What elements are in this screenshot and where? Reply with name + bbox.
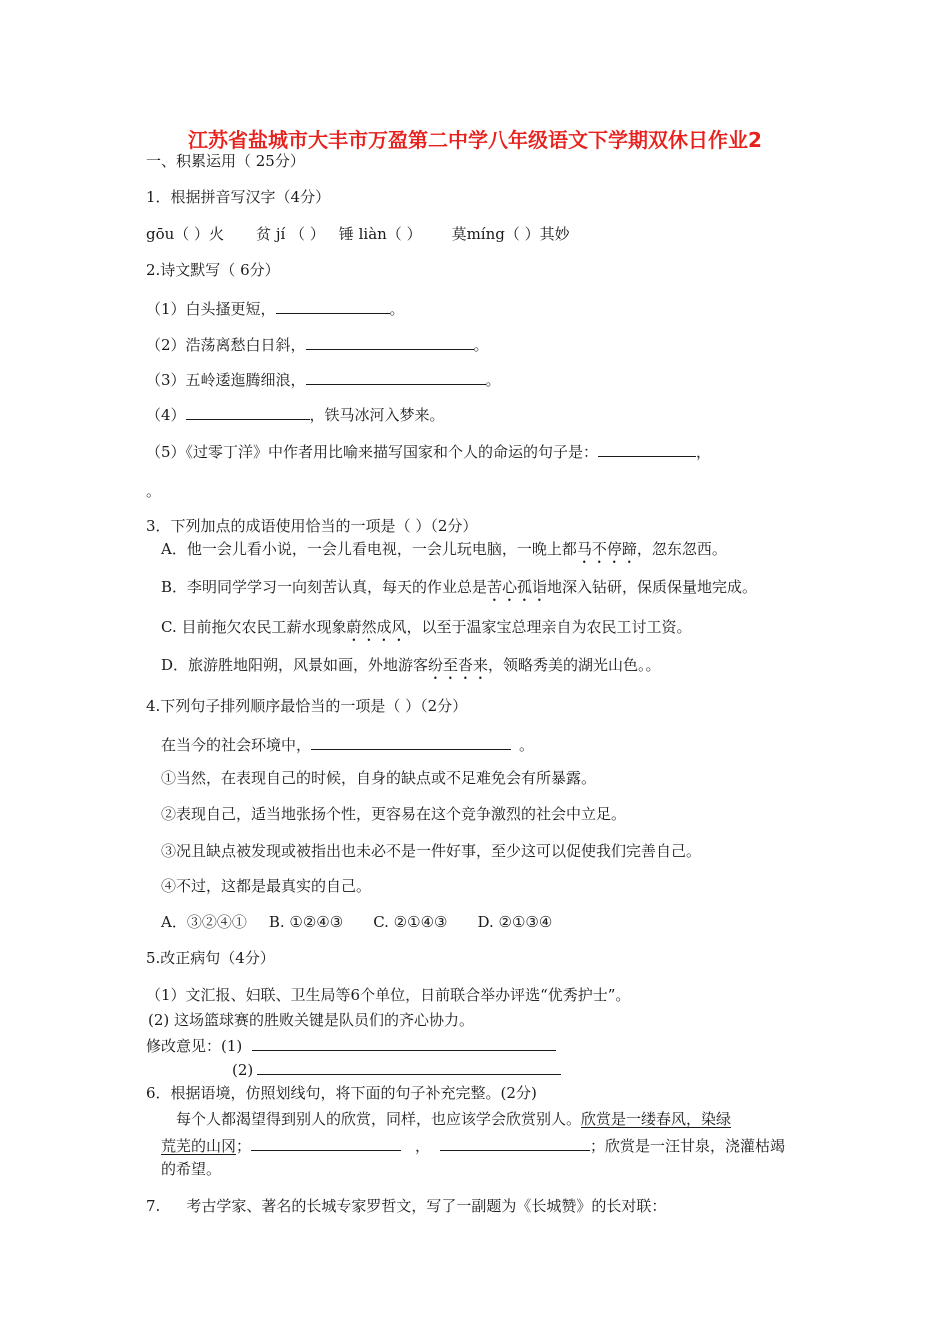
model-sentence: 欣赏是一缕春风，染绿 xyxy=(581,1110,732,1128)
separator: ， xyxy=(415,1137,431,1155)
poem-line-2 xyxy=(146,333,489,355)
dotted-idiom: 纷至沓来 xyxy=(428,656,489,674)
revision-blank-2[interactable] xyxy=(257,1058,561,1075)
option-c[interactable] xyxy=(161,617,692,645)
option-d[interactable]: D. ②①③④ xyxy=(477,913,553,931)
question-4-context xyxy=(161,733,534,755)
option-b[interactable]: B. ①②④③ xyxy=(268,913,344,931)
question-1-stem: 1．根据拼音写汉字（4分） xyxy=(146,188,331,206)
dotted-idiom: 苦心孤诣 xyxy=(487,578,548,596)
revision-blank-1[interactable] xyxy=(252,1034,556,1051)
sentence-1: ①当然，在表现自己的时候，自身的缺点或不足难免会有所暴露。 xyxy=(161,769,597,787)
question-2-stem: 2.诗文默写（ 6分） xyxy=(146,261,280,279)
option-b-end: 地深入钻研，保质保量地完成。 xyxy=(547,578,758,596)
poem-line-3-text: （3）五岭逶迤腾细浪， xyxy=(146,371,306,389)
context-end: 。 xyxy=(519,736,535,754)
poem-line-2-end: 。 xyxy=(473,336,489,354)
context-text: 每个人都渴望得到别人的欣赏，同样，也应该学会欣赏别人。 xyxy=(176,1110,582,1128)
sentence-3: ③况且缺点被发现或被指出也未必不是一件好事，至少这可以促使我们完善自己。 xyxy=(161,842,702,860)
question-1-items xyxy=(146,224,570,244)
option-c-text: C. 目前拖欠农民工薪水现象 xyxy=(161,618,347,636)
poem-line-3-end: 。 xyxy=(485,371,501,389)
question-number: 7. xyxy=(146,1197,161,1215)
question-4-stem: 4.下列句子排列顺序最恰当的一项是（ ）（2分） xyxy=(146,697,468,715)
poem-line-3 xyxy=(146,368,501,390)
pinyin-item-3: 锤 liàn（ ） xyxy=(338,225,422,243)
dotted-idiom: 蔚然成风 xyxy=(346,618,407,636)
pinyin-item-2: 贫 jí （ ） xyxy=(256,225,325,243)
context-text: 在当今的社会环境中， xyxy=(161,736,312,754)
document-title: 江苏省盐城市大丰市万盈第二中学八年级语文下学期双休日作业2 xyxy=(188,128,762,152)
poem-line-5-end: ， xyxy=(696,443,712,461)
revision-line-2 xyxy=(232,1058,561,1080)
poem-line-5-continuation: 。 xyxy=(146,482,162,500)
question-6-line-3: 的希望。 xyxy=(161,1160,222,1178)
revision-label-2: (2) xyxy=(232,1061,254,1079)
option-c[interactable]: C. ②①④③ xyxy=(373,913,448,931)
option-b[interactable] xyxy=(161,577,757,605)
option-b-text: B．李明同学学习一向刻苦认真，每天的作业总是 xyxy=(161,578,488,596)
revision-label-1: 修改意见：(1) xyxy=(146,1037,243,1055)
poem-line-5 xyxy=(146,440,711,462)
option-a[interactable] xyxy=(161,539,727,567)
revision-line-1 xyxy=(146,1034,556,1056)
answer-blank[interactable] xyxy=(440,1134,590,1151)
option-d[interactable] xyxy=(161,655,661,683)
faulty-sentence-2: (2) 这场篮球赛的胜败关键是队员们的齐心协力。 xyxy=(148,1011,475,1029)
poem-line-4 xyxy=(146,403,445,425)
answer-blank[interactable] xyxy=(276,297,390,314)
question-6-line-2 xyxy=(161,1134,785,1156)
poem-line-5-text: （5）《过零丁洋》中作者用比喻来描写国家和个人的命运的句子是： xyxy=(146,443,599,461)
model-sentence-end: 荒芜的山冈 xyxy=(161,1137,237,1155)
answer-blank[interactable] xyxy=(598,440,696,457)
option-c-end: ，以至于温家宝总理亲自为农民工讨工资。 xyxy=(406,618,692,636)
context-text: ；欣赏是一汪甘泉，浇灌枯竭 xyxy=(590,1137,786,1155)
dotted-idiom: 马不停蹄 xyxy=(576,540,637,558)
answer-blank[interactable] xyxy=(186,403,310,420)
question-6-stem: 6．根据语境，仿照划线句，将下面的句子补充完整。(2分) xyxy=(146,1084,537,1102)
answer-blank[interactable] xyxy=(306,333,474,350)
pinyin-item-1: gōu（ ）火 xyxy=(146,225,225,243)
option-a-end: ，忽东忽西。 xyxy=(636,540,727,558)
poem-line-1-end: 。 xyxy=(389,300,405,318)
option-a-text: A．他一会儿看小说，一会儿看电视，一会儿玩电脑，一晚上都 xyxy=(161,540,577,558)
sentence-4: ④不过，这都是最真实的自己。 xyxy=(161,877,372,895)
question-7-stem xyxy=(146,1196,666,1216)
option-a[interactable]: A．③②④① xyxy=(161,913,247,931)
answer-blank[interactable] xyxy=(311,733,511,750)
poem-line-1-text: （1）白头搔更短， xyxy=(146,300,276,318)
poem-line-4-text: （4） xyxy=(146,406,186,424)
pinyin-item-4: 莫míng（ ）其妙 xyxy=(451,225,570,243)
question-4-options xyxy=(161,912,552,932)
section-heading: 一、积累运用（ 25分） xyxy=(146,152,305,170)
poem-line-1 xyxy=(146,297,405,319)
separator: ； xyxy=(236,1137,252,1155)
poem-line-4-end: ，铁马冰河入梦来。 xyxy=(309,406,445,424)
question-3-stem: 3．下列加点的成语使用恰当的一项是（ ）（2分） xyxy=(146,517,478,535)
question-5-stem: 5.改正病句（4分） xyxy=(146,949,275,967)
sentence-2: ②表现自己，适当地张扬个性，更容易在这个竞争激烈的社会中立足。 xyxy=(161,805,627,823)
option-d-text: D．旅游胜地阳朔，风景如画，外地游客 xyxy=(161,656,429,674)
poem-line-2-text: （2）浩荡离愁白日斜， xyxy=(146,336,306,354)
question-text: 考古学家、著名的长城专家罗哲文，写了一副题为《长城赞》的长对联： xyxy=(186,1197,667,1215)
answer-blank[interactable] xyxy=(251,1134,401,1151)
faulty-sentence-1: （1）文汇报、妇联、卫生局等6个单位，日前联合举办评选“优秀护士”。 xyxy=(146,986,631,1004)
question-6-line-1 xyxy=(176,1109,731,1129)
answer-blank[interactable] xyxy=(306,368,486,385)
option-d-end: ，领略秀美的湖光山色。。 xyxy=(488,656,661,674)
